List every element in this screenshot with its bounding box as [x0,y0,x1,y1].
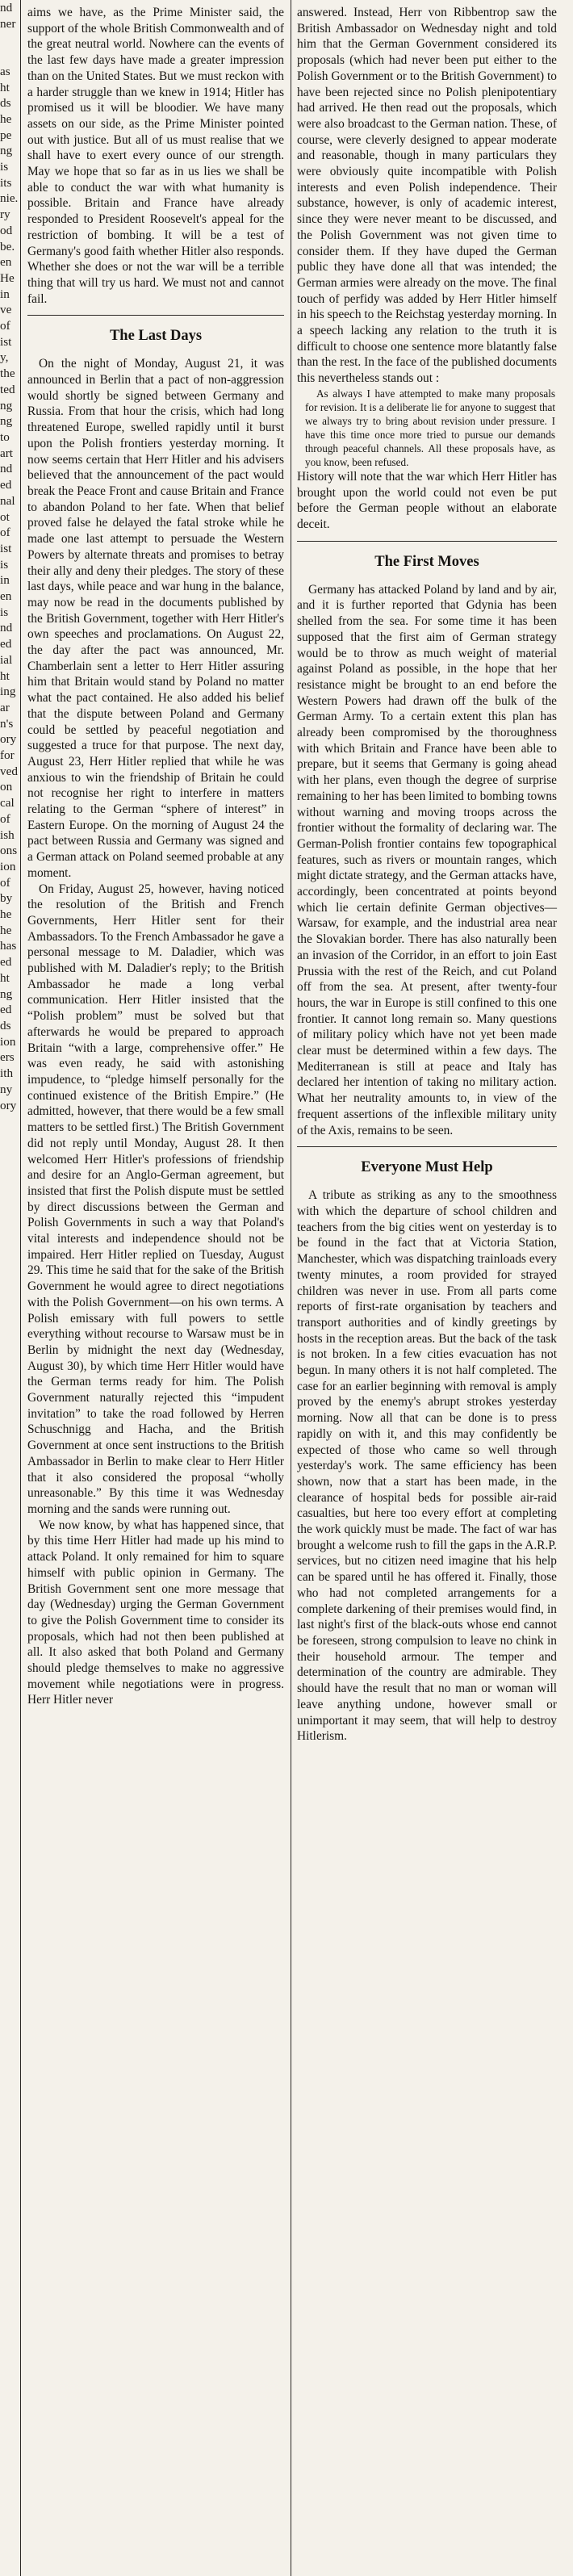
edge-fragment: ved [0,764,18,778]
edge-fragment: ner [0,16,16,31]
edge-fragment: nd [0,462,13,476]
last-days-paragraph-2: On Friday, August 25, however, having noticed the resolution of the British and French Governments, Herr Hitler sent for their Ambassadors. To the French Ambassador he gave a personal message to M. Daladier, which was published with M. Daladier's reply; to the British Ambassador he made a long verbal communication. Herr Hitler insisted that the “Polish problem” must be solved but that afterwards he would be prepared to approach Britain “with a large, comprehensive offer.” He was even ready, he said with astonishing impudence, to “pledge himself personally for the continued existence of the British Empire.” (He admitted, however, that there would be a few small matters to be settled first.) The British Government did not reply until Monday, August 28. It then welcomed Herr Hitler's professions of friendship and desire for an Anglo-German agreement, but insisted that first the Polish dispute must be settled by direct discussions between the German and Polish Governments in such a way that Poland's vital interests and independence should not be impaired. Herr Hitler replied on Tuesday, August 29. This time he said that for the sake of the British Government he would agree to direct negotiations with the Polish Government—on his own terms. A Polish emissary with full powers to settle everything without recourse to Warsaw must be in Berlin by midnight the next day (Wednesday, August 30), by which time Herr Hitler would have the German terms ready for him. The Polish Government naturally rejected this “impudent invitation” to take the road followed by Herren Schuschnigg and Hacha, and the British Government at once sent instructions to the British Ambassador in Berlin to make clear to Herr Hitler that it also considered the proposal “wholly unreasonable.” By this time it was Wednesday morning and the sands were running out. [27,882,284,1516]
edge-fragment: of [0,319,10,333]
heading-last-days: The Last Days [109,328,203,345]
column-b-opening: answered. Instead, Herr von Ribbentrop saw the British Ambassador on Wednesday night and told him that the German Government considered its proposals (which had never been put either to the Polish Government or to the British Government) to have been rejected since no Polish plenipotentiary had arrived. He then read out the proposals, which were also broadcast to the German nation. These, of course, were cleverly designed to appear moderate and reasonable, though in many particulars they were obviously quite incompatible with Polish interests and even Polish independence. Their substance, however, is only of academic interest, since they were never meant to be discussed, and the Polish Government was not given time to consider them. If they have duped the German public they have done all that was intended; the German armies were already on the move. The final touch of perfidy was added by Herr Hitler himself in his speech to the Reichstag yesterday morning. In a speech lacking any relation to the truth it is difficult to choose one sentence more blatantly false than the rest. In the face of the published documents this nevertheless stands out : [297,6,557,386]
edge-fragment: cal [0,796,15,810]
edge-fragment: he [0,907,12,922]
edge-fragment: he [0,923,12,937]
edge-fragment: ds [0,96,11,111]
column-b-after-quote: History will note that the war which Herr Hitler has brought upon the world could not even be put before the German people without an elaborate deceit. [297,469,557,531]
edge-fragment: ed [0,1003,12,1017]
edge-fragment: ory [0,732,17,747]
heading-everyone-must-help: Everyone Must Help [361,1159,493,1176]
reichstag-quote: As always I have attempted to make many proposals for revision. It is a deliberate lie for anyone to suggest that we always try to bring about revision under pressure. I have this time once more tried to pursue our demands through peaceful channels. All these proposals have, as you know, been refused. [305,387,555,468]
edge-fragment: ng [0,414,13,429]
edge-fragment: in [0,287,10,301]
edge-fragment: od [0,223,13,237]
edge-fragment: for [0,748,15,763]
edge-fragment: ng [0,398,13,413]
edge-fragment: ons [0,844,18,858]
edge-fragment: en [0,589,12,604]
edge-fragment: its [0,175,12,190]
edge-fragment: ht [0,80,10,94]
last-days-paragraph-3: We now know, by what has happened since, that by this time Herr Hitler had made up his mind to attack Poland. It only remained for him to square himself with public opinion in Germany. The British Government sent one more message that day (Wednesday) urging the German Government to give the Polish Government time to consider its proposals, which had not then been published at all. It also asked that both Poland and Germany should pledge themselves to make no aggressive movement while negotiations were in progress. Herr Hitler never [27,1518,284,1707]
edge-fragment: ers [0,1050,15,1065]
section-divider [297,1146,557,1147]
edge-fragment: ry [0,207,10,222]
edge-fragment: ds [0,1019,11,1032]
edge-fragment: ed [0,955,12,970]
edge-fragment: nd [0,621,13,635]
edge-fragment: ted [0,382,15,396]
edge-fragment: he [0,111,12,126]
heading-first-moves: The First Moves [374,553,479,570]
edge-fragment: ht [0,970,10,985]
edge-fragment: ith [0,1066,14,1081]
edge-fragment: be. [0,239,15,253]
left-column-rule [20,0,21,2576]
edge-fragment: is [0,160,9,174]
column-b [297,5,557,1745]
edge-fragment: by [0,891,13,906]
edge-fragment: as [0,64,10,78]
edge-fragment: ist [0,541,12,555]
edge-fragment: ory [0,1098,17,1112]
edge-fragment: ion [0,859,16,873]
edge-fragment: ng [0,986,13,1001]
edge-fragment: n's [0,716,14,731]
edge-fragment: ish [0,827,15,842]
edge-fragment: art [0,446,14,460]
edge-fragment: ist [0,334,12,349]
edge-fragment: ng [0,144,13,158]
edge-fragment: ot [0,509,10,524]
edge-fragment: y, [0,350,9,365]
edge-fragment: to [0,429,10,444]
edge-fragment: of [0,875,10,890]
edge-fragment: is [0,605,9,619]
edge-fragment: nd [0,1,13,15]
edge-fragment: is [0,557,9,572]
edge-fragment: in [0,573,10,588]
left-edge-fragments [0,0,21,2576]
edge-fragment: ar [0,700,10,714]
edge-fragment: the [0,367,15,381]
everyone-paragraph: A tribute as striking as any to the smoothness with which the departure of school children and teachers from the big cities went on yesterday is to be found in the fact that at Victoria Station, Manchester, which was dispatching trainloads every twenty minutes, a room provided for strayed children was never in use. From all parts come reports of first-rate organisation by teachers and transport authorities and of kindly greetings by hosts in the reception areas. But the back of the task is not broken. In a few cities evacuation has not begun. In many others it is not half completed. The case for an earlier beginning with removal is amply proved by the enemy's abrupt strokes yesterday morning. Now all that can be done is to press rapidly on with it, and this may confidently be expected of those who came so well through yesterday's work. The same efficiency has been shown, now that a start has been made, in the clearance of hospital beds for possible air-raid casualties, but here too every effort at completing the work quickly must be made. The fact of war has brought a welcome rush to fill the gaps in the A.R.P. services, but no citizen need imagine that his help can be spared until he has offered it. Finally, those who had not completed arrangements for a complete darkening of their premises would find, in last night's first of the black-outs whose end cannot be foreseen, strong compulsion to leave no chink in their household armour. The temper and determination of the country are admirable. They should have the result that no man or woman will leave anything undone, however small or unimportant it may seem, that will help to destroy Hitlerism. [297,1188,557,1744]
edge-fragment: on [0,780,13,794]
edge-fragment: nal [0,493,15,508]
column-a-opening: aims we have, as the Prime Minister said, the support of the whole British Commonwealth and of the great neutral world. Nowhere can the events of the last few days have made a greater impression than on the United States. But we must reckon with a harder struggle than we knew in 1914; Hitler has promised us it will be bloodier. We have many assets on our side, as the Prime Minister pointed out with justice. But all of us must realise that we shall have to exert every ounce of our strength. May we hope that so far as in us lies we shall be able to conduct the war with what humanity is possible. Britain and France have already responded to President Roosevelt's appeal for the restriction of bombing. It will be a test of Germany's good faith whether Hitler also responds. Whether she does or not the war will be a terrible thing that will try us hard. We must not and cannot fail. [27,6,284,306]
edge-fragment: ing [0,685,16,699]
edge-fragment: ht [0,668,10,683]
edge-fragment: ial [0,652,13,667]
section-divider [27,315,284,316]
edge-fragment: ed [0,637,12,651]
edge-fragment: nie. [0,191,19,206]
edge-fragment [0,31,21,48]
section-divider [297,541,557,542]
edge-fragment: ed [0,478,12,492]
edge-fragment: of [0,811,10,826]
last-days-paragraph-1: On the night of Monday, August 21, it was announced in Berlin that a pact of non-aggression would shortly be signed between Germany and Russia. From that hour the crisis, which had long threatened Europe, swelled rapidly until it burst upon the Polish frontiers yesterday morning. It now seems certain that Herr Hitler and his advisers believed that the announcement of the pact would break the Peace Front and cause Britain and France to abandon Poland to her fate. When that belief proved false he delayed the fatal stroke while he made one last attempt to persuade the Western Powers by alternate threats and promises to betray their ally and deny their pledges. The story of these last days, while peace and war hung in the balance, may now be read in the documents published by the British Government, together with Herr Hitler's own speeches and proclamations. On August 22, the day after the pact was announced, Mr. Chamberlain sent a letter to Herr Hitler assuring him that Britain would stand by Poland no matter what the pact contained. He also added his belief that the dispute between Poland and Germany could be settled by peaceful negotiation and suggested a truce for that purpose. The next day, August 23, Herr Hitler replied that while he was anxious to win the friendship of Britain he could not recognise her right to interfere in matters relating to the German “sphere of interest” in Eastern Europe. On the morning of August 24 the pact between Russia and Germany was signed and a German attack on Poland seemed probable at any moment. [27,357,284,880]
first-moves-paragraph: Germany has attacked Poland by land and by air, and it is further reported that Gdynia has been shelled from the sea. For some time it has been supposed that the first aim of German strategy would be to throw as much weight of material against Poland as possible, in the hope that her resistance might be brought to an end before the Western Powers had drawn off the bulk of the German Army. To a certain extent this plan has already been compromised by the thoroughness with which Britain and France have been able to prepare, but it seems that Germany is going ahead with her plans, even though the degree of surprise remaining to her has been limited to bombing towns without warning and moving troops across the frontier without the formality of declaring war. The German-Polish frontier contains few topographical features, such as rivers or mountain ranges, which might dictate strategy, and the German attacks have, accordingly, been concentrated at points beyond which lie certain definite German objectives—Warsaw, for example, and the industrial area near the Slovakian border. There has also naturally been an invasion of the Corridor, in an effort to join East Prussia with the rest of the Reich, and cut Poland off from the sea. At present, after twenty-four hours, the war in Europe is still confined to this one frontier. It cannot long remain so. Many questions of military policy which have not yet been made clear must be determined within a few days. The Mediterranean is still at peace and Italy has declared her intention of taking no military action. What her neutrality amounts to, in view of the frequent assertions of the inflexible military unity of the Axis, remains to be seen. [297,582,557,1137]
edge-fragment: ve [0,303,12,317]
edge-fragment: en [0,255,12,270]
edge-fragment: of [0,526,10,540]
edge-fragment: ny [0,1082,13,1096]
edge-fragment: He [0,270,15,285]
edge-fragment [0,48,21,64]
column-a [27,5,284,1708]
edge-fragment: has [0,939,17,953]
edge-fragment: ion [0,1034,16,1049]
edge-fragment: pe [0,128,12,142]
